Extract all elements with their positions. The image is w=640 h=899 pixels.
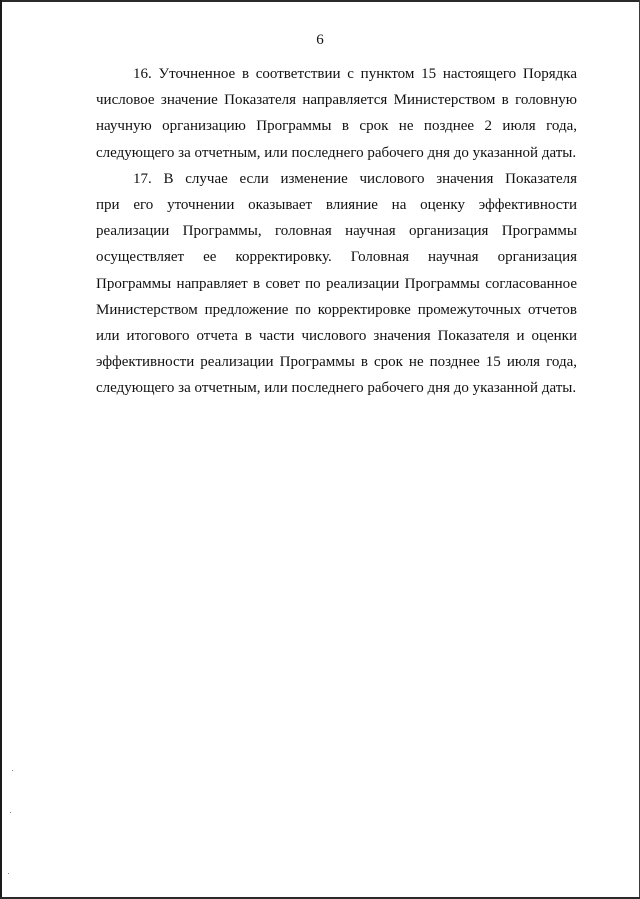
paragraph-16: [96, 61, 577, 166]
scan-speck: [12, 770, 13, 771]
text-line: следующего за отчетным, или последнего рабочего дня до указанной даты.: [96, 144, 577, 161]
text-line: реализации Программы, головная научная организация Программы: [96, 223, 577, 240]
text-line: научную организацию Программы в срок не позднее 2 июля года,: [96, 118, 577, 135]
text-line: осуществляет ее корректировку. Головная научная организация: [96, 249, 577, 266]
scan-border-left: [0, 0, 2, 899]
document-body: [96, 61, 577, 401]
text-line: 16. Уточненное в соответствии с пунктом 15 настоящего Порядка: [133, 66, 577, 82]
text-line: или итогового отчета в части числового значения Показателя и оценки: [96, 327, 577, 344]
text-line: Министерством предложение по корректировке промежуточных отчетов: [96, 301, 577, 318]
scan-speck: [10, 812, 11, 813]
text-line: следующего за отчетным, или последнего рабочего дня до указанной даты.: [96, 380, 577, 397]
text-line: числовое значение Показателя направляется Министерством в головную: [96, 92, 577, 109]
paragraph-17: [96, 166, 577, 402]
text-line: эффективности реализации Программы в срок не позднее 15 июля года,: [96, 354, 577, 371]
text-line: 17. В случае если изменение числового значения Показателя: [133, 170, 577, 187]
scan-speck: [8, 873, 9, 874]
scan-border-top: [0, 0, 640, 2]
text-line: при его уточнении оказывает влияние на оценку эффективности: [96, 196, 577, 213]
page-number: 6: [316, 32, 324, 48]
text-line: Программы направляет в совет по реализации Программы согласованное: [96, 275, 577, 292]
